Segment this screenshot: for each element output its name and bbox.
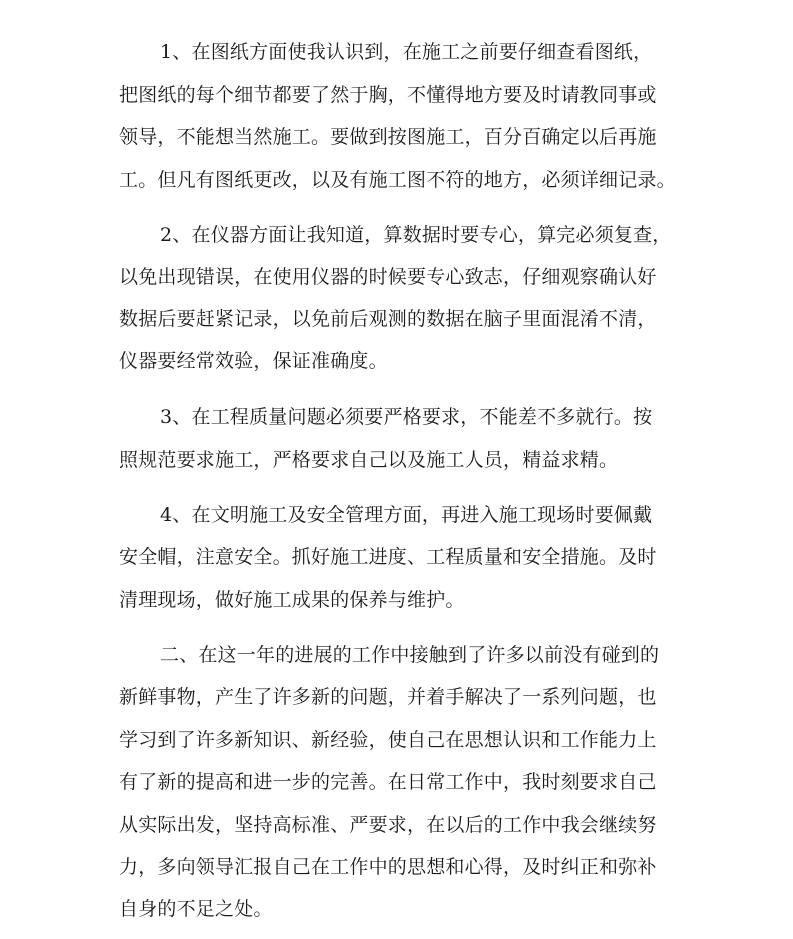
paragraph-5-line-7: 自身的不足之处。: [119, 898, 273, 920]
paragraph-5-line-3: 学习到了许多新知识、新经验，使自己在思想认识和工作能力上: [119, 729, 657, 751]
paragraph-3-line-1: 3、在工程质量问题必须要严格要求，不能差不多就行。按: [160, 406, 653, 428]
paragraph-1-line-2: 把图纸的每个细节都要了然于胸，不懂得地方要及时请教同事或: [119, 84, 657, 106]
paragraph-1-line-3: 领导，不能想当然施工。要做到按图施工，百分百确定以后再施: [119, 126, 657, 148]
paragraph-1-line-1: 1、在图纸方面使我认识到，在施工之前要仔细查看图纸，: [160, 41, 653, 63]
paragraph-5-line-6: 力，多向领导汇报自己在工作中的思想和心得，及时纠正和弥补: [119, 856, 657, 878]
paragraph-5-line-5: 从实际出发，坚持高标准、严要求，在以后的工作中我会继续努: [119, 814, 657, 836]
paragraph-2-line-4: 仪器要经常效验，保证准确度。: [119, 350, 388, 372]
paragraph-4-line-1: 4、在文明施工及安全管理方面，再进入施工现场时要佩戴: [160, 504, 653, 526]
paragraph-3-line-2: 照规范要求施工，严格要求自己以及施工人员，精益求精。: [119, 449, 619, 471]
paragraph-4-line-3: 清理现场，做好施工成果的保养与维护。: [119, 589, 465, 611]
paragraph-5-line-2: 新鲜事物，产生了许多新的问题，并着手解决了一系列问题，也: [119, 686, 657, 708]
paragraph-2-line-3: 数据后要赶紧记录，以免前后观测的数据在脑子里面混淆不清，: [119, 308, 657, 330]
paragraph-2-line-1: 2、在仪器方面让我知道，算数据时要专心，算完必须复查，: [160, 224, 672, 246]
paragraph-4-line-2: 安全帽，注意安全。抓好施工进度、工程质量和安全措施。及时: [119, 546, 657, 568]
paragraph-1-line-4: 工。但凡有图纸更改，以及有施工图不符的地方，必须详细记录。: [119, 169, 676, 191]
paragraph-5-line-4: 有了新的提高和进一步的完善。在日常工作中，我时刻要求自己: [119, 771, 657, 793]
paragraph-5-line-1: 二、在这一年的进展的工作中接触到了许多以前没有碰到的: [160, 644, 660, 666]
paragraph-2-line-2: 以免出现错误，在使用仪器的时候要专心致志，仔细观察确认好: [119, 266, 657, 288]
